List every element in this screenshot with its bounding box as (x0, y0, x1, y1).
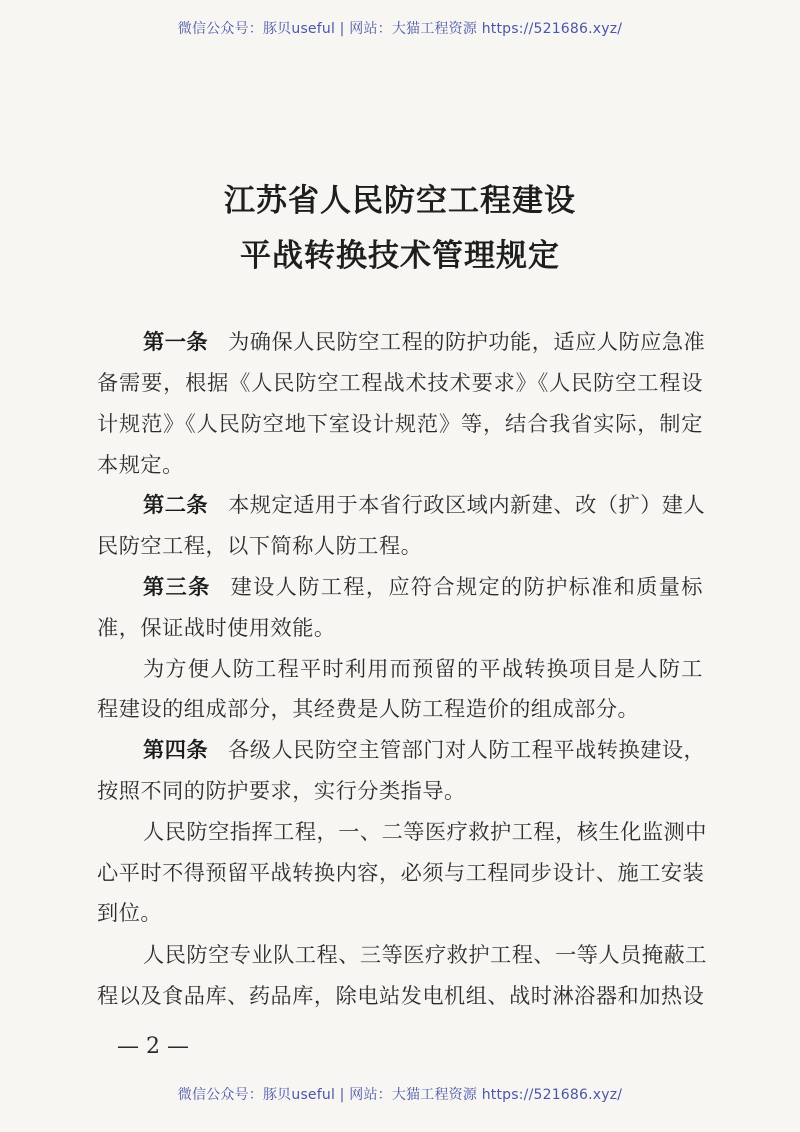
article-2-text-1: 本规定适用于本省行政区域内新建、改（扩）建人 (228, 492, 706, 517)
article-4-label: 第四条 (143, 737, 209, 762)
article-2-label: 第二条 (143, 492, 209, 517)
article-1-line-1 (143, 326, 706, 356)
article-4-para-3-line-1: 人民防空专业队工程、三等医疗救护工程、一等人员掩蔽工 (143, 942, 707, 967)
article-1-label: 第一条 (143, 329, 209, 354)
document-title-line-2: 平战转换技术管理规定 (240, 238, 560, 274)
article-4-para-3-line-2: 程以及食品库、药品库，除电站发电机组、战时淋浴器和加热设 (97, 983, 705, 1008)
article-4-para-2-line-3: 到位。 (97, 900, 163, 925)
article-3-label: 第三条 (143, 574, 211, 599)
article-4-line-2: 按照不同的防护要求，实行分类指导。 (97, 778, 466, 803)
document-title-line-1: 江苏省人民防空工程建设 (224, 183, 576, 219)
article-3-line-1 (143, 571, 703, 601)
article-4-para-2-line-1: 人民防空指挥工程，一、二等医疗救护工程，核生化监测中 (143, 819, 707, 844)
article-3-line-2: 准，保证战时使用效能。 (97, 615, 336, 640)
article-1-line-4: 本规定。 (97, 452, 184, 477)
article-1-text-1: 为确保人民防空工程的防护功能，适应人防应急准 (228, 329, 706, 354)
watermark-top: 微信公众号：豚贝useful | 网站：大猫工程资源 https://521686.xyz/ (177, 21, 623, 37)
article-3-para-2-line-1: 为方便人防工程平时利用而预留的平战转换项目是人防工 (143, 656, 703, 681)
article-2-line-2: 民防空工程，以下简称人防工程。 (97, 533, 423, 558)
article-3-para-2-line-2: 程建设的组成部分，其经费是人防工程造价的组成部分。 (97, 696, 640, 721)
article-4-para-2-line-2: 心平时不得预留平战转换内容，必须与工程同步设计、施工安装 (97, 860, 705, 885)
article-2-line-1 (143, 489, 706, 519)
watermark-bottom: 微信公众号：豚贝useful | 网站：大猫工程资源 https://521686.xyz/ (177, 1087, 623, 1103)
article-3-text-1: 建设人防工程，应符合规定的防护标准和质量标 (230, 574, 703, 599)
article-1-line-2: 备需要，根据《人民防空工程战术技术要求》《人民防空工程设 (97, 370, 703, 395)
article-4-text-1: 各级人民防空主管部门对人防工程平战转换建设， (228, 737, 706, 762)
page-number: — 2 — (117, 1034, 189, 1059)
article-4-line-1 (143, 734, 706, 764)
article-1-line-3: 计规范》《人民防空地下室设计规范》等，结合我省实际，制定 (97, 411, 703, 436)
